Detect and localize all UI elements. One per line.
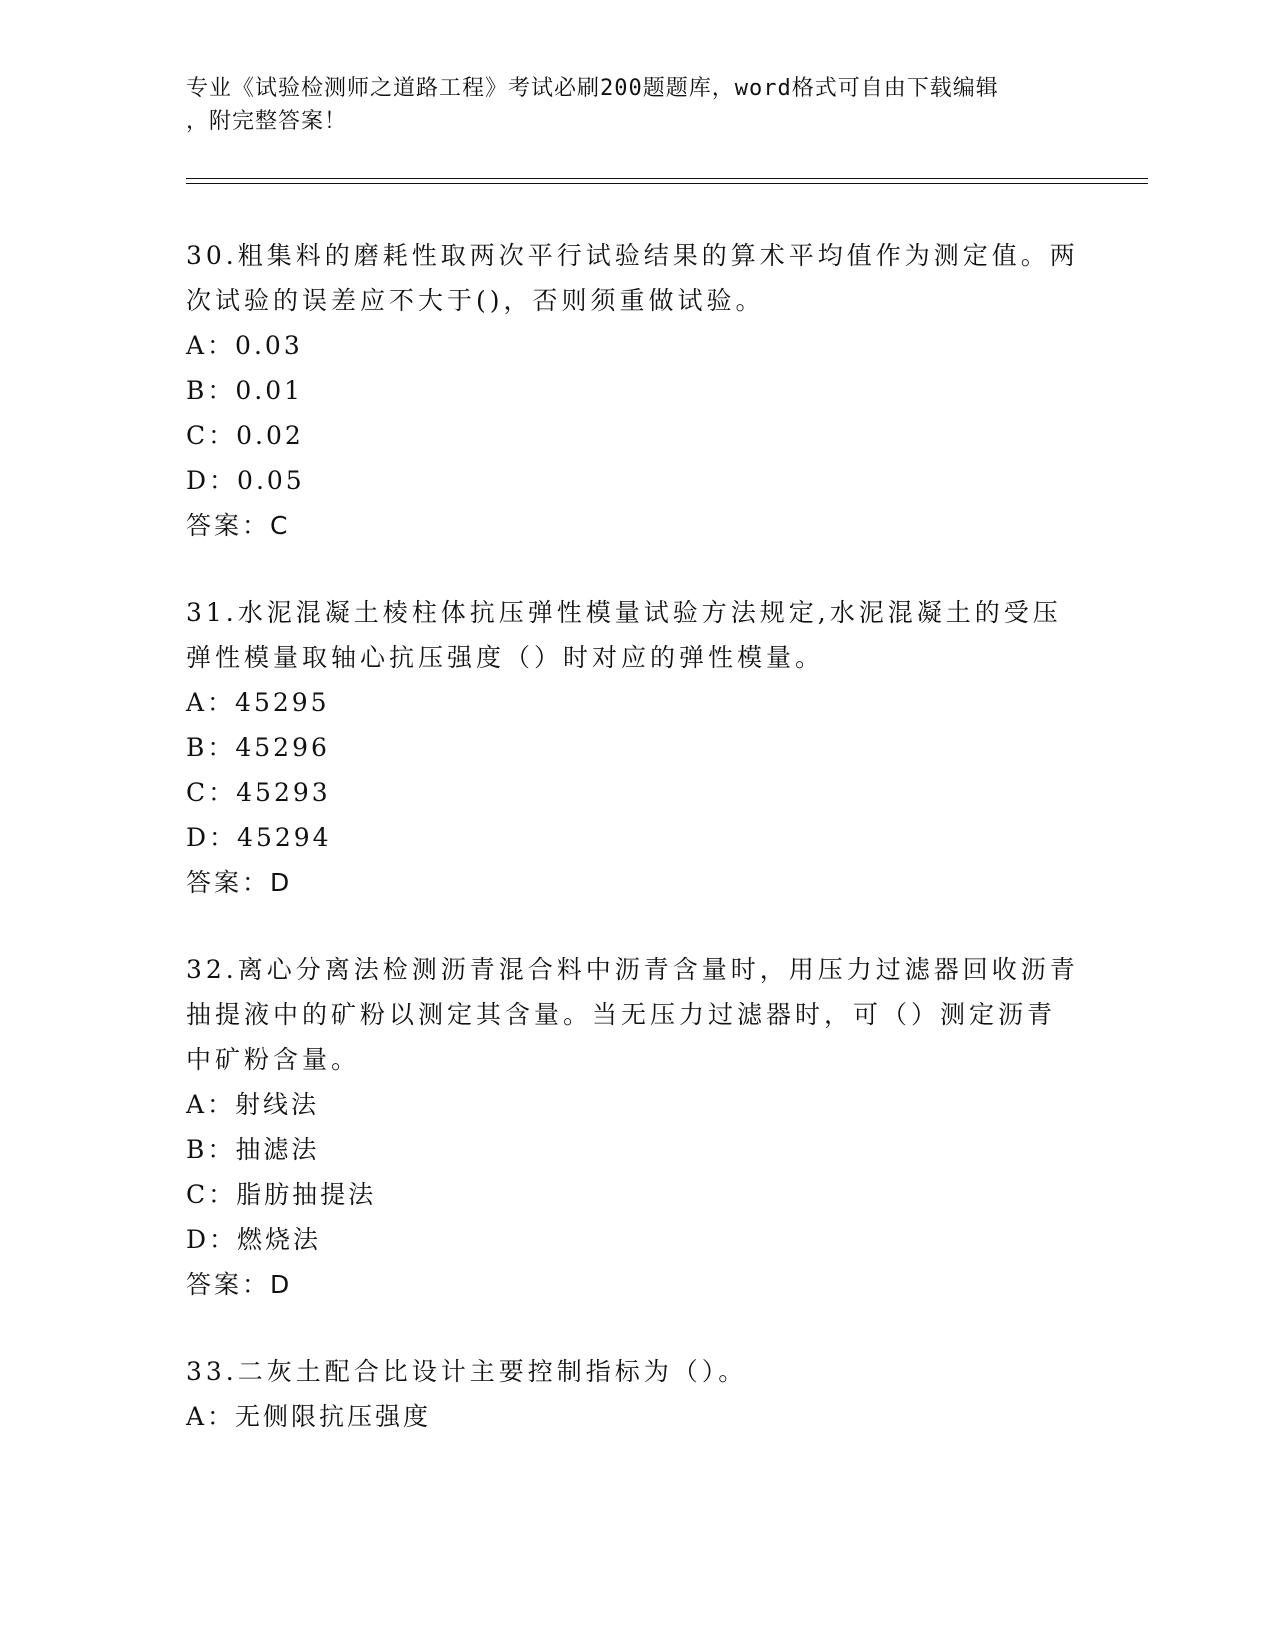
header-line-1: 专业《试验检测师之道路工程》考试必刷200题题库，word格式可自由下载编辑 [186,76,999,101]
question-stem-line: 33.二灰土配合比设计主要控制指标为（）。 [186,1357,748,1386]
option-b: B：0.01 [186,376,304,405]
question-32 [186,947,1086,1307]
option-a: A：无侧限抗压强度 [186,1402,432,1431]
question-stem-line: 中矿粉含量。 [186,1045,361,1074]
option-list [186,323,1086,503]
question-33 [186,1349,1086,1439]
answer-line: 答案：D [186,1270,293,1299]
option-d: D：燃烧法 [186,1225,322,1254]
answer-line: 答案：C [186,511,291,540]
option-d: D：0.05 [186,466,305,495]
question-list [186,233,1086,1481]
question-30 [186,233,1086,548]
option-a: A：0.03 [186,331,303,360]
option-c: C：0.02 [186,421,304,450]
option-a: A：45295 [186,688,330,717]
question-stem-line: 32.离心分离法检测沥青混合料中沥青含量时，用压力过滤器回收沥青 [186,955,1079,984]
header-divider-top [186,178,1148,179]
question-31 [186,590,1086,905]
header-line-2: ，附完整答案！ [186,109,348,134]
question-stem-line: 31.水泥混凝土棱柱体抗压弹性模量试验方法规定,水泥混凝土的受压 [186,598,1062,627]
option-b: B：抽滤法 [186,1135,320,1164]
question-stem-line: 抽提液中的矿粉以测定其含量。当无压力过滤器时，可（）测定沥青 [186,1000,1057,1029]
document-header [186,72,1066,138]
question-stem-line: 次试验的误差应不大于()，否则须重做试验。 [186,286,765,315]
header-divider-bottom [186,183,1148,184]
option-list [186,1082,1086,1262]
option-a: A：射线法 [186,1090,320,1119]
option-list [186,680,1086,860]
option-b: B：45296 [186,733,330,762]
option-list [186,1394,1086,1439]
answer-line: 答案：D [186,868,293,897]
option-c: C：脂肪抽提法 [186,1180,377,1209]
question-stem-line: 30.粗集料的磨耗性取两次平行试验结果的算术平均值作为测定值。两 [186,241,1079,270]
option-d: D：45294 [186,823,332,852]
option-c: C：45293 [186,778,331,807]
question-stem-line: 弹性模量取轴心抗压强度（）时对应的弹性模量。 [186,643,825,672]
